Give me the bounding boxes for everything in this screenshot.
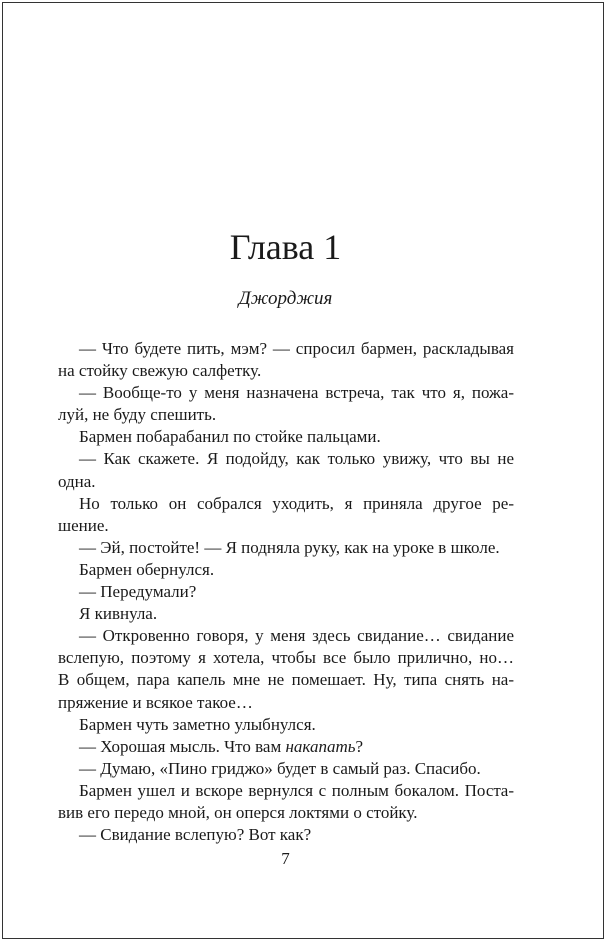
text-segment: ? bbox=[355, 736, 364, 756]
text-line: Бармен побарабанил по стойке пальцами. bbox=[79, 427, 381, 447]
page-number: 7 bbox=[281, 849, 290, 868]
text-line: на стойку свежую салфетку. bbox=[58, 361, 262, 381]
text-line: — Свидание вслепую? Вот как? bbox=[79, 825, 312, 845]
italic-word: накапать bbox=[285, 736, 356, 756]
text-segment: — Хорошая мысль. Что вам bbox=[79, 736, 286, 756]
chapter-subtitle: Джорджия bbox=[238, 288, 333, 309]
text-line: — Эй, постойте! — Я подняла руку, как на уроке в школе. bbox=[79, 537, 500, 557]
text-line: пряжение и всякое такое… bbox=[58, 692, 253, 712]
text-line: Бармен ушел и вскоре вернулся с полным бокалом. Постa- bbox=[79, 780, 514, 800]
text-line: — Передумали? bbox=[79, 582, 197, 602]
text-line: одна. bbox=[58, 471, 96, 491]
text-line: — Откровенно говоря, у меня здесь свидание… свидание bbox=[79, 626, 514, 646]
text-line: В общем, пара капель мне не помешает. Ну, типа снять на- bbox=[58, 670, 514, 690]
text-line: — Вообще-то у меня назначена встреча, так что я, пожа- bbox=[79, 383, 514, 403]
text-line: Я кивнула. bbox=[79, 604, 158, 624]
text-line: — Думаю, «Пино гриджо» будет в самый раз. Спасибо. bbox=[79, 758, 481, 778]
text-line: Бармен обернулся. bbox=[79, 559, 215, 579]
text-line: — Как скажете. Я подойду, как только увижу, что вы не bbox=[79, 449, 514, 469]
chapter-title: Глава 1 bbox=[229, 227, 342, 267]
text-line: вив его передо мной, он оперся локтями о стойку. bbox=[58, 802, 418, 822]
text-line: шение. bbox=[58, 515, 109, 535]
body-text bbox=[58, 338, 514, 846]
text-line: вслепую, поэтому я хотела, чтобы все было прилично, но… bbox=[58, 648, 514, 668]
text-line: Но только он собрался уходить, я приняла другое ре- bbox=[79, 493, 514, 513]
text-line: Бармен чуть заметно улыбнулся. bbox=[79, 714, 316, 734]
text-line: луй, не буду спешить. bbox=[58, 405, 217, 425]
text-line bbox=[58, 736, 514, 758]
text-line: — Что будете пить, мэм? — спросил бармен, раскладывая bbox=[79, 339, 514, 358]
